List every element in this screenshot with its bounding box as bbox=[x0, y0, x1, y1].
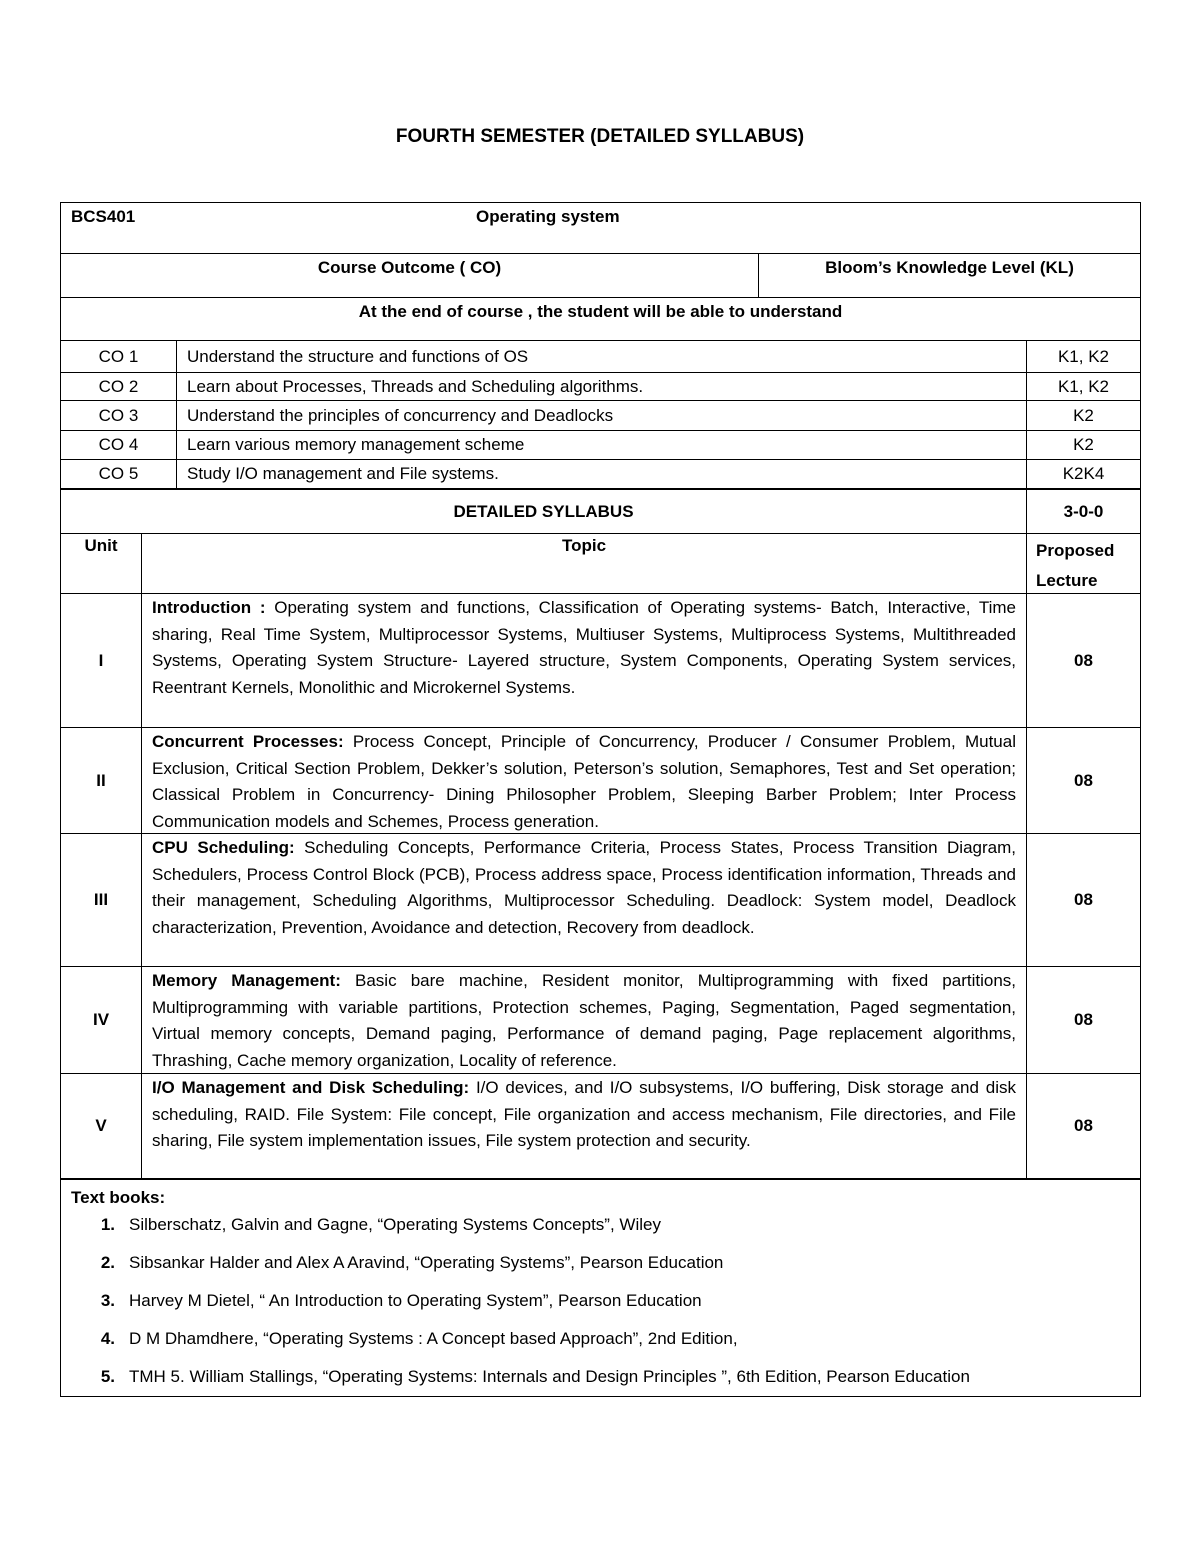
co-id: CO 5 bbox=[98, 464, 139, 483]
co-kl: K2K4 bbox=[1026, 460, 1140, 488]
co-kl: K2 bbox=[1026, 401, 1140, 430]
ltp-value: 3-0-0 bbox=[1026, 490, 1140, 533]
co-text: Understand the structure and functions of OS bbox=[176, 341, 1026, 372]
course-title-cell bbox=[61, 203, 1140, 253]
textbook-number: 1. bbox=[100, 1215, 115, 1234]
detailed-syllabus-row bbox=[60, 489, 1141, 533]
co-row bbox=[60, 372, 1141, 400]
co-row bbox=[60, 430, 1141, 459]
textbook-item bbox=[71, 1244, 970, 1282]
outcome-header-row bbox=[60, 253, 1141, 297]
unit-topic-body: Operating system and functions, Classification of Operating systems- Batch, Interactive, Time sharing, Real Time System, Multiprocessor Systems, Multiuser Systems, Multiprocess Systems, Multithreaded Systems, Operating System Structure- Layered structure, System Components, Operating System services, Reentrant Kernels, Monolithic and Microkernel Systems. bbox=[152, 598, 1017, 697]
co-text: Study I/O management and File systems. bbox=[176, 460, 1026, 488]
unit-row bbox=[60, 1073, 1141, 1179]
textbook-item bbox=[71, 1358, 970, 1396]
unit-rows bbox=[60, 593, 1141, 1179]
textbook-item bbox=[71, 1320, 970, 1358]
unit-topic-title: CPU Scheduling: bbox=[152, 838, 295, 857]
textbook-text: Sibsankar Halder and Alex A Aravind, “Operating Systems”, Pearson Education bbox=[129, 1253, 724, 1272]
textbooks-list bbox=[71, 1212, 970, 1396]
unit-topic bbox=[141, 728, 1026, 833]
co-kl: K1, K2 bbox=[1026, 341, 1140, 372]
textbook-item bbox=[71, 1212, 970, 1238]
unit-number: IV bbox=[92, 1010, 110, 1029]
unit-row bbox=[60, 727, 1141, 833]
textbooks-title: Text books: bbox=[71, 1188, 166, 1207]
co-row bbox=[60, 400, 1141, 430]
unit-topic-body: Process Concept, Principle of Concurrency, Producer / Consumer Problem, Mutual Exclusion, Critical Section Problem, Dekker’s solution, Peterson’s solution, Semaphores, Test and Set operation; Classical Problem in Concurrency- Dining Philosopher Problem, Sleeping Barber Problem; Inter Process Communication models and Schemes, Process generation. bbox=[152, 732, 1016, 831]
unit-topic bbox=[141, 834, 1026, 966]
co-text: Learn about Processes, Threads and Scheduling algorithms. bbox=[176, 373, 1026, 400]
course-name: Operating system bbox=[476, 207, 620, 226]
unit-lectures: 08 bbox=[1026, 834, 1140, 966]
intro-line: At the end of course , the student will be able to understand bbox=[358, 302, 843, 321]
unit-topic bbox=[141, 594, 1026, 727]
co-id: CO 2 bbox=[98, 376, 139, 396]
co-kl: K1, K2 bbox=[1026, 373, 1140, 400]
unit-topic-title: I/O Management and Disk Scheduling: bbox=[152, 1078, 470, 1097]
unit-header-row bbox=[60, 533, 1141, 593]
unit-row bbox=[60, 593, 1141, 727]
page-title: FOURTH SEMESTER (DETAILED SYLLABUS) bbox=[395, 126, 805, 147]
unit-topic-title: Memory Management: bbox=[152, 971, 341, 990]
unit-row bbox=[60, 833, 1141, 966]
unit-topic-body: I/O devices, and I/O subsystems, I/O buffering, Disk storage and disk scheduling, RAID. File System: File concept, File organization and access mechanism, File directories, and File sharing, File system implementation issues, File system protection and security. bbox=[152, 1078, 1016, 1150]
textbook-text: D M Dhamdhere, “Operating Systems : A Concept based Approach”, 2nd Edition, bbox=[129, 1329, 738, 1348]
course-outcome-header: Course Outcome ( CO) bbox=[317, 258, 502, 277]
textbook-number: 4. bbox=[100, 1329, 115, 1348]
textbook-number: 2. bbox=[100, 1253, 115, 1272]
unit-number: II bbox=[96, 770, 106, 790]
co-text: Learn various memory management scheme bbox=[176, 431, 1026, 459]
intro-row bbox=[60, 297, 1141, 340]
textbook-text: Silberschatz, Galvin and Gagne, “Operating Systems Concepts”, Wiley bbox=[129, 1215, 661, 1234]
co-id: CO 1 bbox=[98, 346, 139, 366]
textbook-text: Harvey M Dietel, “ An Introduction to Operating System”, Pearson Education bbox=[129, 1291, 702, 1310]
unit-topic-body: Basic bare machine, Resident monitor, Multiprogramming with fixed partitions, Multiprogramming with variable partitions, Protection schemes, Paging, Segmentation, Paged segmentation, Virtual memory concepts, Demand paging, Performance of demand paging, Page replacement algorithms, Thrashing, Cache memory organization, Locality of reference. bbox=[152, 971, 1016, 1070]
textbook-item bbox=[71, 1282, 970, 1320]
unit-number: V bbox=[95, 1116, 107, 1135]
co-rows bbox=[60, 340, 1141, 489]
co-id: CO 4 bbox=[98, 435, 139, 454]
unit-lectures: 08 bbox=[1026, 728, 1140, 833]
co-row bbox=[60, 340, 1141, 372]
textbook-text: TMH 5. William Stallings, “Operating Systems: Internals and Design Principles ”, 6th Edition, Pearson Education bbox=[129, 1367, 970, 1386]
kl-header: Bloom’s Knowledge Level (KL) bbox=[758, 254, 1140, 297]
unit-topic-title: Introduction : bbox=[152, 598, 266, 617]
unit-lectures: 08 bbox=[1026, 967, 1140, 1073]
textbook-number: 5. bbox=[100, 1367, 115, 1386]
unit-lectures: 08 bbox=[1026, 1074, 1140, 1178]
unit-topic bbox=[141, 967, 1026, 1073]
textbooks-cell bbox=[61, 1180, 1140, 1396]
unit-number: III bbox=[93, 890, 109, 909]
unit-topic-body: Scheduling Concepts, Performance Criteria, Process States, Process Transition Diagram, Schedulers, Process Control Block (PCB), Process address space, Process identification information, Threads and their management, Scheduling Algorithms, Multiprocessor Scheduling. Deadlock: System model, Deadlock characterization, Prevention, Avoidance and detection, Recovery from deadlock. bbox=[152, 838, 1016, 937]
course-title-row bbox=[60, 202, 1141, 253]
unit-topic bbox=[141, 1074, 1026, 1178]
unit-topic-title: Concurrent Processes: bbox=[152, 732, 344, 751]
unit-number: I bbox=[98, 650, 104, 670]
topic-header: Topic bbox=[141, 534, 1026, 593]
co-kl: K2 bbox=[1026, 431, 1140, 459]
unit-row bbox=[60, 966, 1141, 1073]
co-id: CO 3 bbox=[98, 405, 139, 425]
unit-lectures: 08 bbox=[1026, 594, 1140, 727]
lecture-header: Proposed Lecture bbox=[1026, 534, 1140, 593]
co-text: Understand the principles of concurrency and Deadlocks bbox=[176, 401, 1026, 430]
detailed-syllabus-label: DETAILED SYLLABUS bbox=[453, 501, 634, 521]
course-code: BCS401 bbox=[71, 207, 136, 226]
syllabus-grid bbox=[60, 202, 1141, 1397]
textbooks-row bbox=[60, 1179, 1141, 1397]
textbook-number: 3. bbox=[100, 1291, 115, 1310]
co-row bbox=[60, 459, 1141, 489]
unit-header: Unit bbox=[84, 536, 118, 555]
